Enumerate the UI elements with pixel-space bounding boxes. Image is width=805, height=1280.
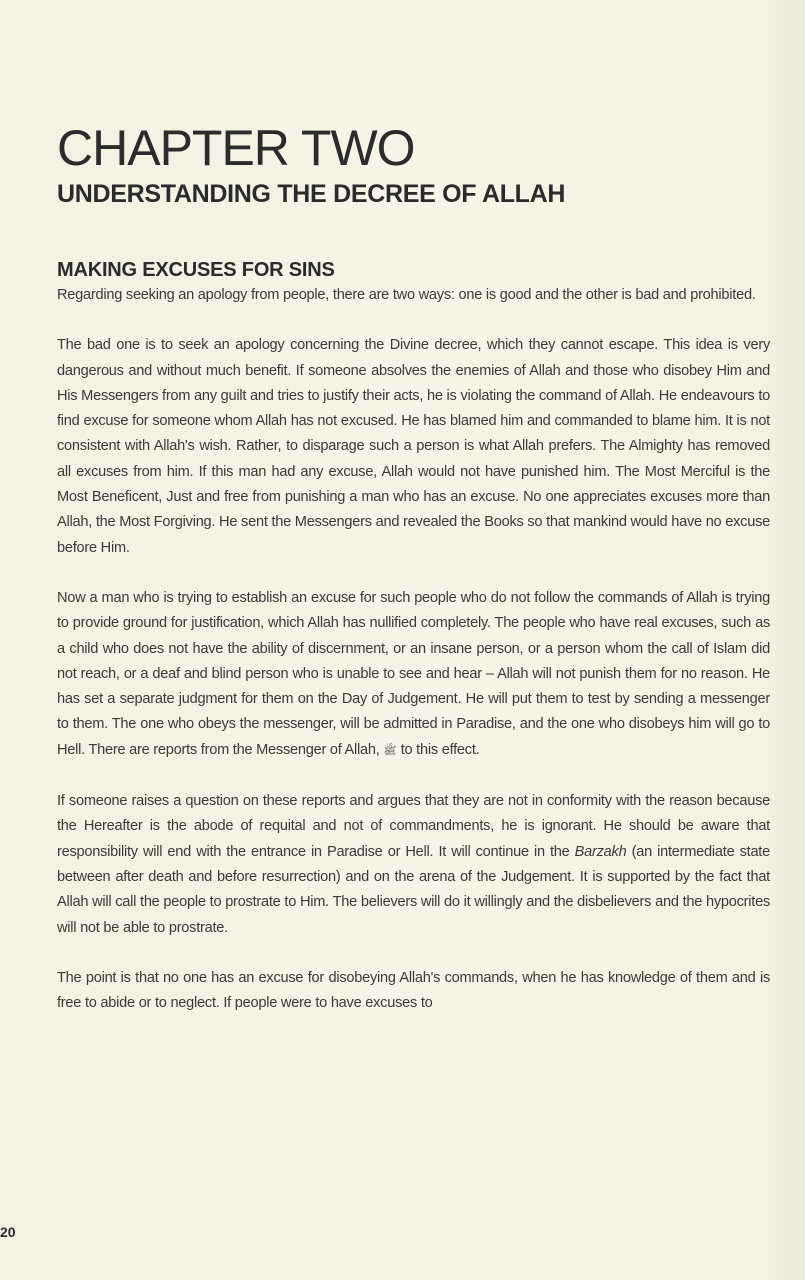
salutation-symbol: ﷺ bbox=[383, 744, 397, 757]
section-heading: MAKING EXCUSES FOR SINS bbox=[57, 259, 335, 281]
paragraph-4 bbox=[57, 789, 770, 941]
paragraph-3-end: to this effect. bbox=[396, 741, 480, 758]
paragraph-3 bbox=[57, 586, 770, 764]
chapter-title: CHAPTER TWO bbox=[57, 120, 415, 176]
paragraph-4-text-a: If someone raises a question on these reports and argues that they are not in conformity with the reason because the Hereafter is the abode of requital and not of commandments, he is ignorant. He should be aware that responsibility will end with the entrance in Paradise or Hell. It will continue in the bbox=[57, 793, 770, 860]
page-content bbox=[57, 117, 770, 1016]
paragraph-4-text-b: (an intermediate state between after death and before resurrection) and on the arena of the Judgement. It is supported by the fact that Allah will call the people to prostrate to Him. The believers will do it willingly and the disbelievers and the hypocrites will not be able to prostrate. bbox=[57, 843, 770, 936]
chapter-subtitle: UNDERSTANDING THE DECREE OF ALLAH bbox=[57, 180, 566, 208]
paragraph-5: The point is that no one has an excuse for disobeying Allah's commands, when he has knowledge of them and is free to abide or to neglect. If people were to have excuses to bbox=[57, 969, 770, 1012]
paragraph-1: Regarding seeking an apology from people, there are two ways: one is good and the other is bad and prohibited. bbox=[57, 287, 756, 303]
barzakh-term: Barzakh bbox=[574, 843, 627, 860]
page-number: 20 bbox=[0, 1224, 16, 1240]
paragraph-2: The bad one is to seek an apology concerning the Divine decree, which they cannot escape. This idea is very dangerous and without much benefit. If someone absolves the enemies of Allah and those who disobey Him and His Messengers from any guilt and tries to justify their acts, he is violating the command of Allah. He endeavours to find excuse for someone whom Allah has not excused. He has blamed him and commanded to blame him. It is not consistent with Allah's wish. Rather, to disparage such a person is what Allah prefers. The Almighty has removed all excuses from him. If this man had any excuse, Allah would not have punished him. The Most Merciful is the Most Beneficent, Just and free from punishing a man who has an excuse. No one appreciates excuses more than Allah, the Most Forgiving. He sent the Messengers and revealed the Books so that mankind would have no excuse before Him. bbox=[57, 337, 770, 556]
paragraph-3-text: Now a man who is trying to establish an excuse for such people who do not follow the commands of Allah is trying to provide ground for justification, which Allah has nullified completely. The people who have real excuses, such as a child who does not have the ability of discernment, or an insane person, or a person whom the call of Islam did not reach, or a deaf and blind person who is unable to see and hear – Allah will not punish them for no reason. He has set a separate judgment for them on the Day of Judgement. He will put them to test by sending a messenger to them. The one who obeys the messenger, will be admitted in Paradise, and the one who disobeys him will go to Hell. There are reports from the Messenger of Allah, bbox=[57, 589, 770, 758]
